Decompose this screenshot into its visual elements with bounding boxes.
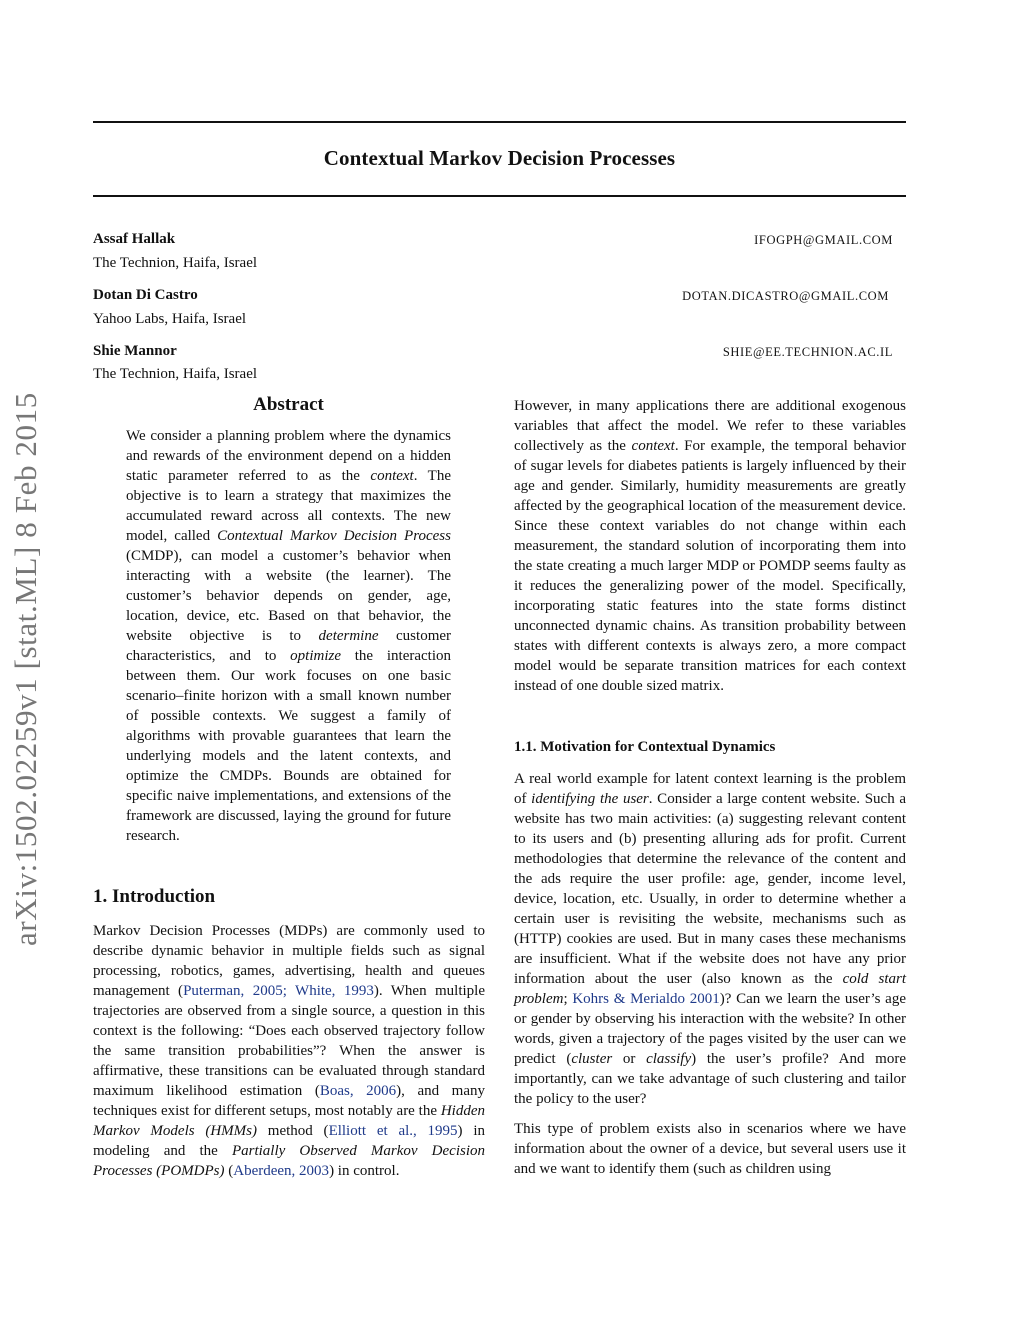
motivation-body: [514, 769, 906, 1179]
author-affiliation-1: The Technion, Haifa, Israel: [93, 255, 258, 271]
author-name-2: Dotan Di Castro: [93, 287, 198, 303]
citation-link[interactable]: Elliott et al., 1995: [328, 1123, 458, 1139]
arxiv-sidebar-stamp: arXiv:1502.02259v1 [stat.ML] 8 Feb 2015: [8, 392, 43, 946]
context-paragraph: However, in many applications there are additional exogenous variables that affect the model. We refer to these variables collectively as the context. For example, the temporal behavior of sugar levels for diabetes patients is largely influenced by their age and gender. Similarly, humidity measurements are greatly affected by the geographical location of the measurement device. Since these context variables do not change within each measurement, the standard solution of incorporating them into the state creating a much larger MDP or POMDP seems faulty as it reduces the generalizing power of the model. Specifically, incorporating static features into the state forms distinct unconnected dynamic chains. As transition probability between states with different contexts is always zero, a more compact model would be separate transition matrices for each context instead of one double sized matrix.: [514, 398, 906, 694]
citation-link[interactable]: Aberdeen, 2003: [233, 1163, 330, 1179]
abstract-body: We consider a planning problem where the dynamics and rewards of the environment depend on a hidden static parameter referred to as the context. The objective is to learn a strategy that maximizes the accumulated reward across all contexts. The new model, called Contextual Markov Decision Process (CMDP), can model a customer’s behavior when interacting with a website (the learner). The customer’s behavior depends on gender, age, location, device, etc. Based on that behavior, the website objective is to determine customer characteristics, and to optimize the interaction between them. Our work focuses on one basic scenario–finite horizon with a small known number of possible contexts. We suggest a family of algorithms with provable guarantees that learn the underlying models and the latent contexts, and optimize the CMDPs. Bounds are obtained for specific naive implementations, and extensions of the framework are discussed, laying the ground for future research.: [126, 428, 452, 844]
citation-link[interactable]: Kohrs & Merialdo 2001: [572, 991, 720, 1007]
author-affiliation-2: Yahoo Labs, Haifa, Israel: [93, 311, 247, 327]
author-email-2: DOTAN.DICASTRO@GMAIL.COM: [682, 289, 889, 303]
author-name-1: Assaf Hallak: [93, 231, 176, 247]
title-top-rule: [93, 121, 906, 123]
motivation-paragraph: A real world example for latent context learning is the problem of identifying the user. Consider a large content website. Such a website has two main activities: (a) suggesting relevant content to its users and (b) presenting alluring ads for profit. Current methodologies that determine the relevance of the content and the ads require the user profile: age, gender, income level, device, location, etc. Usually, in order to determine whether a certain user is revisiting the website, mechanisms such as (HTTP) cookies are used. But in many cases these mechanisms are insufficient. What if the website does not have any prior information about the user (also known as the cold start problem; Kohrs & Merialdo 2001)? Can we learn the user’s age or gender by observing his interaction with the website? In other words, given a trajectory of the pages visited by the user can we predict (cluster or classify) the user’s profile? And more importantly, can we take advantage of such clustering and tailor the policy to the user?: [514, 771, 907, 1107]
author-name-3: Shie Mannor: [93, 343, 177, 359]
paper-title: Contextual Markov Decision Processes: [323, 146, 676, 170]
citation-link[interactable]: Boas, 2006: [319, 1083, 397, 1099]
author-email-3: SHIE@EE.TECHNION.AC.IL: [722, 345, 893, 359]
subsection-heading: 1.1. Motivation for Contextual Dynamics: [514, 739, 776, 755]
scenario-paragraph: This type of problem exists also in scenarios where we have information about the owner of a device, but several users use it and we want to identify them (such as children using: [514, 1121, 906, 1177]
citation-link[interactable]: Puterman, 2005; White, 1993: [183, 983, 374, 999]
author-affiliation-3: The Technion, Haifa, Israel: [93, 366, 258, 382]
introduction-paragraph: Markov Decision Processes (MDPs) are commonly used to describe dynamic behavior in multiple fields such as signal processing, robotics, games, advertising, health and queues management (Puterman, 2005; White, 1993). When multiple trajectories are observed from a single source, a question in this context is the following: “Does each observed trajectory follow the same transition probabilities”? When the answer is affirmative, these transitions can be evaluated through standard maximum likelihood estimation (Boas, 2006), and many techniques exist for different setups, most notably are the Hidden Markov Models (HMMs) method (Elliott et al., 1995) in modeling and the Partially Observed Markov Decision Processes (POMDPs) (Aberdeen, 2003) in control.: [93, 923, 485, 1179]
abstract-heading: Abstract: [253, 394, 324, 415]
title-bottom-rule: [93, 195, 906, 197]
author-email-1: IFOGPH@GMAIL.COM: [754, 233, 893, 247]
introduction-heading: 1. Introduction: [93, 886, 216, 907]
